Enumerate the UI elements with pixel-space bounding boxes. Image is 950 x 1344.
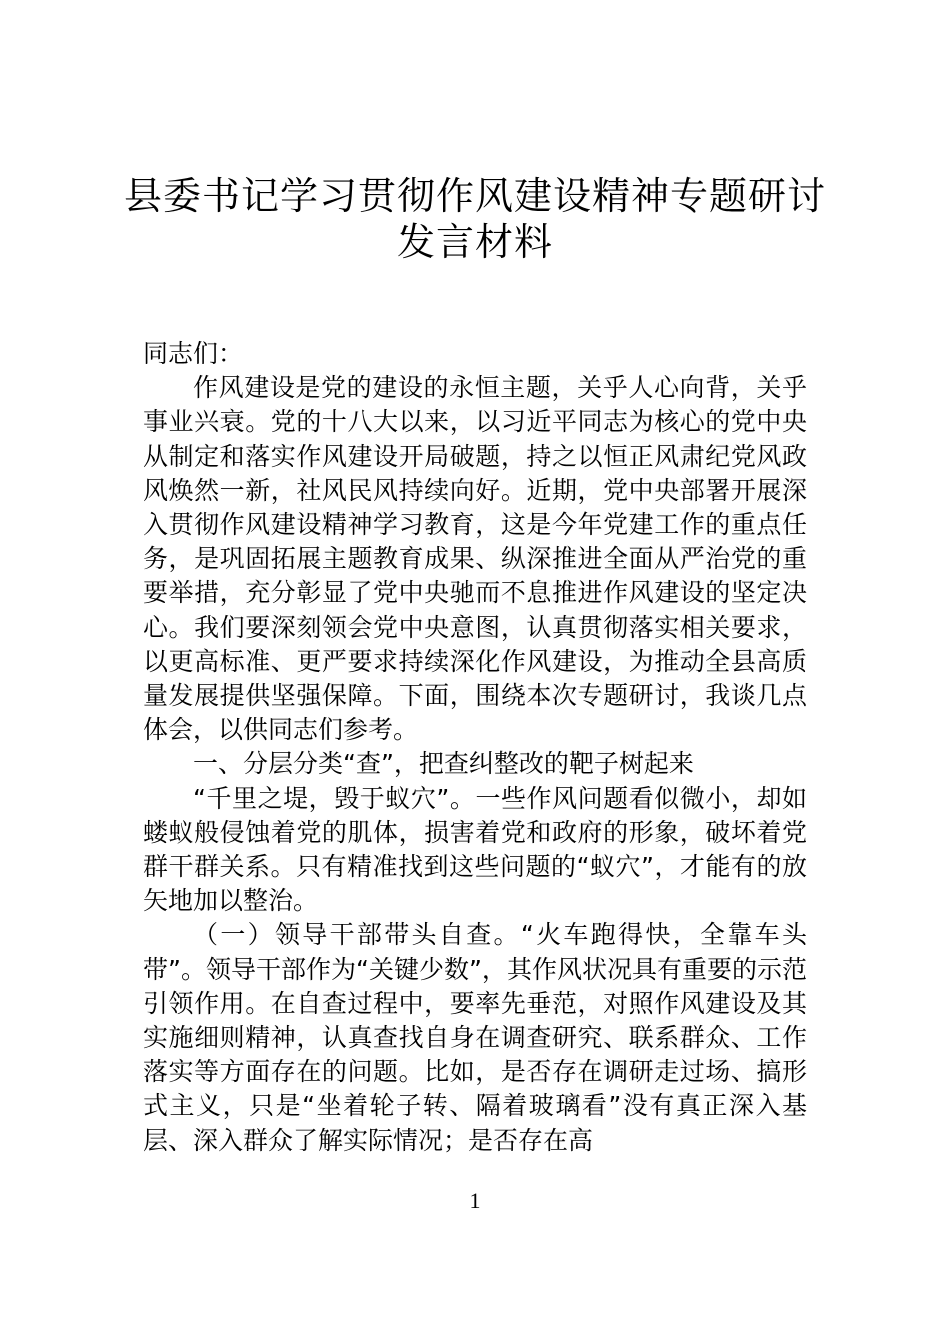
paragraph-subsection-1: （一）领导干部带头自查。“火车跑得快，全靠车头带”。领导干部作为“关键少数”，其作风状况具有重要的示范引领作用。在自查过程中，要率先垂范，对照作风建设及其实施细则精神，认真查找自身在调查研究、联系群众、工作落实等方面存在的问题。比如，是否存在调研走过场、搞形式主义，只是“坐着轮子转、隔着玻璃看”没有真正深入基层、深入群众了解实际情况；是否存在高: [143, 920, 807, 1155]
salutation: 同志们：: [143, 339, 244, 368]
paragraph-intro: 作风建设是党的建设的永恒主题，关乎人心向背，关乎事业兴衰。党的十八大以来，以习近平同志为核心的党中央从制定和落实作风建设开局破题，持之以恒正风肃纪党风政风焕然一新，社风民风持续向好。近期，党中央部署开展深入贯彻作风建设精神学习教育，这是今年党建工作的重点任务，是巩固拓展主题教育成果、纵深推进全面从严治党的重要举措，充分彰显了党中央驰而不息推进作风建设的坚定决心。我们要深刻领会党中央意图，认真贯彻落实相关要求，以更高标准、更严要求持续深化作风建设，为推动全县高质量发展提供坚强保障。下面，围绕本次专题研讨，我谈几点体会，以供同志们参考。: [143, 373, 807, 745]
page-number: 1: [469, 1188, 481, 1213]
document-title-line-2: 发言材料: [396, 220, 553, 264]
document-body: [143, 337, 807, 1158]
section-heading-1: 一、分层分类“查”，把查纠整改的靶子树起来: [193, 749, 694, 779]
document-title-line-1: 县委书记学习贯彻作风建设精神专题研讨: [123, 174, 826, 218]
paragraph-section-1-intro: “千里之堤，毁于蚁穴”。一些作风问题看似微小，却如蝼蚁般侵蚀着党的肌体，损害着党和政府的形象，破坏着党群干群关系。只有精准找到这些问题的“蚁穴”，才能有的放矢地加以整治。: [143, 783, 807, 916]
